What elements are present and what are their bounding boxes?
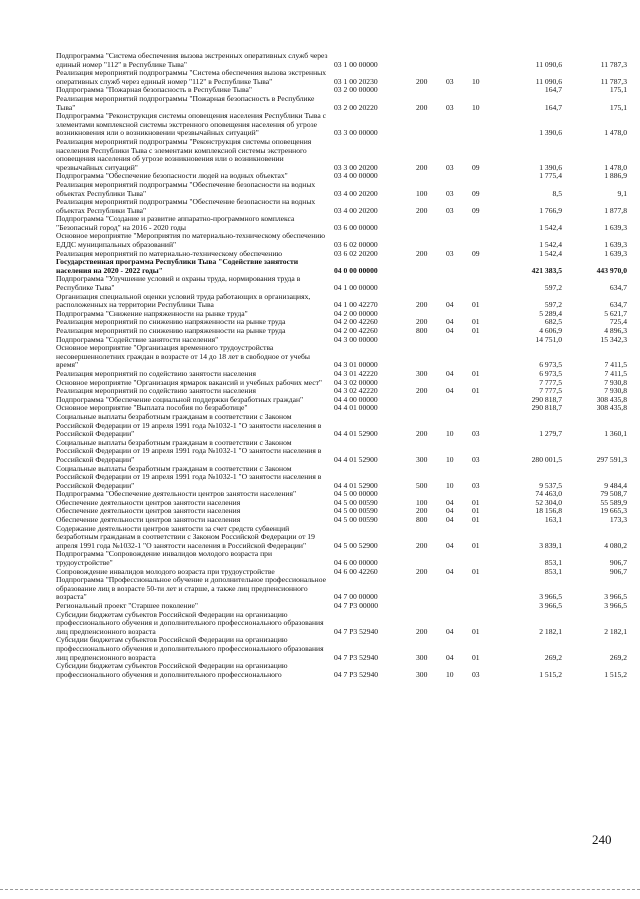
amount-2022-cell: 173,3: [609, 515, 627, 525]
row-name-cell: Социальные выплаты безработным гражданам в соответствии с Законом Российской Федерации от 19 апреля 1991 года №1032-1 "О занятости населения в Российской Федерации": [56, 437, 322, 464]
amount-2022-cell: 9,1: [617, 188, 627, 198]
target-article-cell: 04 3 00 00000: [334, 334, 378, 344]
section-cell: 04: [446, 506, 454, 516]
target-article-cell: 04 5 00 00590: [334, 506, 378, 516]
row-name-cell: Государственная программа Республики Тыва "Содействие занятости населения на 2020 - 2022 годы": [56, 257, 299, 275]
section-cell: 03: [446, 76, 454, 86]
amount-2022-cell: 5 621,7: [604, 308, 627, 318]
amount-2022-cell: 79 508,7: [600, 489, 627, 499]
table-row: [56, 662, 627, 679]
section-cell: 03: [446, 188, 454, 198]
amount-2021-cell: 164,7: [544, 102, 562, 112]
amount-2022-cell: 3 966,5: [604, 592, 627, 602]
amount-2022-cell: 1 877,8: [604, 205, 627, 215]
table-row: [56, 275, 627, 292]
target-article-cell: 03 4 00 00000: [334, 171, 378, 181]
amount-2021-cell: 269,2: [544, 652, 562, 662]
subsection-cell: 09: [472, 188, 480, 198]
target-article-cell: 03 2 00 00000: [334, 85, 378, 95]
row-name-cell: Организация специальной оценки условий труда работающих в организациях, расположенных на территории Республики Тыва: [56, 291, 311, 310]
subsection-cell: 09: [472, 162, 480, 172]
subsection-cell: 09: [472, 205, 480, 215]
expense-type-cell: 200: [416, 540, 428, 550]
amount-2021-cell: 11 090,6: [535, 76, 562, 86]
section-cell: 03: [446, 248, 454, 258]
amount-2021-cell: 1 542,4: [539, 240, 562, 250]
amount-2021-cell: 3 966,5: [539, 592, 562, 602]
amount-2021-cell: 597,2: [544, 283, 562, 293]
amount-2022-cell: 4 896,3: [604, 326, 627, 335]
table-row: [56, 344, 627, 370]
target-article-cell: 03 4 00 20200: [334, 188, 378, 198]
section-cell: [446, 404, 472, 413]
target-article-cell: 04 7 P3 52940: [334, 669, 379, 679]
amount-2022-cell: 7 411,5: [604, 360, 627, 370]
amount-2022-cell: 55 589,9: [600, 497, 627, 507]
subsection-cell: 01: [472, 497, 480, 507]
section-cell: 04: [446, 626, 454, 636]
target-article-cell: 03 4 00 20200: [334, 205, 378, 215]
section-cell: 04: [446, 652, 454, 662]
expense-type-cell: [416, 172, 446, 181]
expense-type-cell: [416, 602, 446, 611]
amount-2022-cell: 1 360,1: [604, 429, 627, 439]
table-row: [56, 138, 627, 172]
row-name-cell: Социальные выплаты безработным гражданам в соответствии с Законом Российской Федерации от 19 апреля 1991 года №1032-1 "О занятости населения в Российской Федерации": [56, 463, 322, 490]
amount-2022-cell: 634,7: [609, 283, 627, 293]
expense-type-cell: [416, 336, 446, 345]
row-name-cell: Реализация мероприятий по снижению напряженности на рынке труда: [56, 317, 286, 327]
row-name-cell: Подпрограмма "Снижение напряженности на рынке труда": [56, 308, 248, 318]
amount-2021-cell: 4 606,9: [539, 326, 562, 335]
amount-2022-cell: 1 639,3: [604, 248, 627, 258]
section-cell: 10: [446, 429, 454, 439]
subsection-cell: [472, 172, 502, 181]
table-row: [56, 198, 627, 215]
section-cell: [446, 232, 472, 249]
target-article-cell: 04 5 00 00590: [334, 515, 378, 525]
section-cell: [446, 336, 472, 345]
subsection-cell: [472, 232, 502, 249]
amount-2021-cell: 164,7: [544, 85, 562, 95]
section-cell: 04: [446, 368, 454, 378]
subsection-cell: [472, 258, 502, 275]
expense-type-cell: 200: [416, 386, 428, 396]
section-cell: [446, 275, 472, 292]
target-article-cell: 04 5 00 00590: [334, 497, 378, 507]
amount-2021-cell: 290 818,7: [531, 394, 562, 404]
table-row: [56, 181, 627, 198]
expense-type-cell: 200: [416, 317, 428, 327]
subsection-cell: 03: [472, 669, 480, 679]
target-article-cell: 04 1 00 00000: [334, 283, 378, 293]
amount-2022-cell: 269,2: [609, 652, 627, 662]
row-name-cell: Содержание деятельности центров занятости за счет средств субвенций безработным гражданам в соответствии с Законом Российской Федерации от 19 апреля 1991 года №1032-1 "О занятости населения в Российской Федерации": [56, 523, 315, 550]
amount-2021-cell: 280 001,5: [531, 454, 562, 464]
expense-type-cell: 300: [416, 652, 428, 662]
section-cell: [446, 112, 472, 138]
table-row: [56, 439, 627, 465]
expense-type-cell: 800: [416, 515, 428, 525]
section-cell: [446, 576, 472, 602]
row-name-cell: Подпрограмма "Сопровождение инвалидов молодого возраста при трудоустройстве": [56, 549, 273, 568]
target-article-cell: 03 3 00 20200: [334, 162, 378, 172]
target-article-cell: 04 2 00 42260: [334, 326, 378, 335]
amount-2022-cell: 634,7: [609, 300, 627, 310]
expense-type-cell: [416, 404, 446, 413]
amount-2021-cell: 8,5: [552, 188, 562, 198]
subsection-cell: 01: [472, 326, 480, 335]
amount-2022-cell: 7 411,5: [604, 368, 627, 378]
amount-2022-cell: 15 342,3: [600, 334, 627, 344]
budget-table-container: [56, 51, 627, 679]
amount-2021-cell: 9 537,5: [539, 480, 562, 490]
section-cell: 04: [446, 540, 454, 550]
amount-2021-cell: 1 775,4: [539, 171, 562, 181]
amount-2022-cell: 1 478,0: [604, 162, 627, 172]
target-article-cell: 04 4 01 52900: [334, 480, 378, 490]
row-name-cell: Сопровождение инвалидов молодого возраста при трудоустройстве: [56, 566, 275, 576]
target-article-cell: 04 6 00 00000: [334, 558, 378, 568]
amount-2022-cell: 11 787,3: [600, 59, 627, 69]
target-article-cell: 04 6 00 42260: [334, 566, 378, 576]
row-name-cell: Обеспечение деятельности центров занятости населения: [56, 515, 241, 525]
section-cell: 04: [446, 326, 454, 335]
amount-2021-cell: 1 390,6: [539, 128, 562, 138]
expense-type-cell: 100: [416, 188, 428, 198]
amount-2022-cell: 1 639,3: [604, 222, 627, 232]
expense-type-cell: 300: [416, 454, 428, 464]
row-name-cell: Подпрограмма "Пожарная безопасность в Республике Тыва": [56, 85, 252, 95]
amount-2022-cell: 7 930,8: [604, 377, 627, 387]
section-cell: 10: [446, 480, 454, 490]
amount-2022-cell: 2 182,1: [604, 626, 627, 636]
amount-2021-cell: 290 818,7: [531, 403, 562, 413]
section-cell: 03: [446, 162, 454, 172]
expense-type-cell: [416, 396, 446, 405]
amount-2021-cell: 14 751,0: [535, 334, 562, 344]
expense-type-cell: [416, 86, 446, 95]
row-name-cell: Реализация мероприятий подпрограммы "Обеспечение безопасности на водных объектах Республики Тыва": [56, 179, 316, 198]
row-name-cell: Субсидии бюджетам субъектов Российской Федерации на организацию профессионального обучения и дополнительного профессионального: [56, 661, 288, 679]
subsection-cell: [472, 52, 502, 69]
table-row: [56, 550, 627, 567]
subsection-cell: 01: [472, 368, 480, 378]
amount-2022-cell: 9 484,4: [604, 480, 627, 490]
amount-2022-cell: 19 665,3: [600, 506, 627, 516]
amount-2021-cell: 7 777,5: [539, 377, 562, 387]
row-name-cell: Региональный проект "Старшее поколение": [56, 601, 199, 610]
expense-type-cell: 200: [416, 566, 428, 576]
subsection-cell: 03: [472, 454, 480, 464]
amount-2022-cell: 1 639,3: [604, 240, 627, 250]
expense-type-cell: 200: [416, 162, 428, 172]
target-article-cell: 04 2 00 00000: [334, 308, 378, 318]
target-article-cell: 04 7 P3 52940: [334, 652, 379, 662]
amount-2022-cell: 3 966,5: [604, 601, 627, 610]
subsection-cell: [472, 344, 502, 370]
subsection-cell: [472, 112, 502, 138]
amount-2021-cell: 6 973,5: [539, 360, 562, 370]
row-name-cell: Основное мероприятие "Организация ярмарок вакансий и учебных рабочих мест": [56, 377, 323, 387]
section-cell: 04: [446, 515, 454, 525]
table-row: [56, 215, 627, 232]
amount-2021-cell: 6 973,5: [539, 368, 562, 378]
footer-divider: [0, 889, 640, 890]
target-article-cell: 04 2 00 42260: [334, 317, 378, 327]
target-article-cell: 04 4 01 52900: [334, 429, 378, 439]
target-article-cell: 04 5 00 00000: [334, 489, 378, 499]
row-name-cell: Подпрограмма "Система обеспечения вызова экстренных оперативных служб через единый номер "112" в Республике Тыва": [56, 51, 328, 69]
subsection-cell: [472, 86, 502, 95]
table-row: [56, 576, 627, 602]
row-name-cell: Реализация мероприятий по снижению напряженности на рынке труда: [56, 326, 286, 335]
target-article-cell: 04 3 01 00000: [334, 360, 378, 370]
table-row: [56, 636, 627, 662]
subsection-cell: 03: [472, 480, 480, 490]
table-row: [56, 258, 627, 275]
amount-2022-cell: 308 435,8: [596, 394, 627, 404]
target-article-cell: 04 1 00 42270: [334, 300, 378, 310]
expense-type-cell: 200: [416, 429, 428, 439]
row-name-cell: Реализация мероприятий по материально-техническому обеспечению: [56, 248, 283, 258]
target-article-cell: 04 7 P3 00000: [334, 601, 379, 610]
amount-2021-cell: 597,2: [544, 300, 562, 310]
row-name-cell: Субсидии бюджетам субъектов Российской Федерации на организацию профессионального обучения и дополнительного профессионального образования лиц предпенсионного возраста: [56, 635, 324, 662]
target-article-cell: 03 1 00 00000: [334, 59, 378, 69]
row-name-cell: Субсидии бюджетам субъектов Российской Федерации на организацию профессионального обучения и дополнительного профессионального образования лиц предпенсионного возраста: [56, 609, 324, 636]
expense-type-cell: 500: [416, 480, 428, 490]
amount-2021-cell: 1 542,4: [539, 222, 562, 232]
amount-2021-cell: 74 463,0: [535, 489, 562, 499]
expense-type-cell: [416, 112, 446, 138]
amount-2021-cell: 52 304,0: [535, 497, 562, 507]
expense-type-cell: 800: [416, 326, 428, 335]
amount-2021-cell: 3 839,1: [539, 540, 562, 550]
expense-type-cell: [416, 258, 446, 275]
section-cell: [446, 52, 472, 69]
amount-2021-cell: 18 156,8: [535, 506, 562, 516]
row-name-cell: Реализация мероприятий по содействию занятости населения: [56, 386, 257, 396]
subsection-cell: [472, 550, 502, 567]
target-article-cell: 04 4 01 00000: [334, 403, 378, 413]
amount-2022-cell: 1 478,0: [604, 128, 627, 138]
table-row: [56, 465, 627, 491]
row-name-cell: Подпрограмма "Обеспечение деятельности центров занятости населения": [56, 489, 297, 499]
section-cell: [446, 396, 472, 405]
row-name-cell: Реализация мероприятий по содействию занятости населения: [56, 368, 257, 378]
table-row: [56, 413, 627, 439]
expense-type-cell: 200: [416, 205, 428, 215]
expense-type-cell: 200: [416, 300, 428, 310]
row-name-cell: Обеспечение деятельности центров занятости населения: [56, 506, 241, 516]
expense-type-cell: 300: [416, 368, 428, 378]
row-name-cell: Реализация мероприятий подпрограммы "Обеспечение безопасности на водных объектах Республики Тыва": [56, 197, 316, 215]
amount-2022-cell: 175,1: [609, 85, 627, 95]
expense-type-cell: [416, 52, 446, 69]
row-name-cell: Подпрограмма "Профессиональное обучение и дополнительное профессиональное образование лиц в возрасте 50-ти лет и старше, а также лиц предпенсионного возраста": [56, 575, 326, 602]
budget-table-body: [56, 52, 627, 679]
table-row: [56, 232, 627, 249]
table-row: [56, 95, 627, 112]
amount-2021-cell: 1 515,2: [539, 669, 562, 679]
expense-type-cell: [416, 550, 446, 567]
amount-2021-cell: 1 542,4: [539, 248, 562, 258]
amount-2022-cell: 725,4: [609, 317, 627, 327]
row-name-cell: Подпрограмма "Реконструкция системы оповещения населения Республики Тыва с элементами комплексной системы экстренного оповещения населения об угрозе возникновения или о возникновении чрезвычайных ситуаций": [56, 111, 326, 138]
amount-2021-cell: 1 766,9: [539, 205, 562, 215]
target-article-cell: 04 7 P3 52940: [334, 626, 379, 636]
section-cell: 04: [446, 497, 454, 507]
section-cell: [446, 258, 472, 275]
expense-type-cell: [416, 215, 446, 232]
expense-type-cell: 200: [416, 506, 428, 516]
section-cell: [446, 602, 472, 611]
expense-type-cell: 200: [416, 248, 428, 258]
expense-type-cell: 300: [416, 669, 428, 679]
section-cell: 04: [446, 386, 454, 396]
row-name-cell: Подпрограмма "Содействие занятости населения": [56, 334, 219, 344]
budget-table: [56, 52, 627, 679]
subsection-cell: 01: [472, 317, 480, 327]
subsection-cell: 01: [472, 506, 480, 516]
amount-2022-cell: 11 787,3: [600, 76, 627, 86]
subsection-cell: 03: [472, 429, 480, 439]
subsection-cell: 01: [472, 386, 480, 396]
amount-2021-cell: 682,5: [544, 317, 562, 327]
row-name-cell: Основное мероприятие "Организация временного трудоустройства несовершеннолетних граждан в возрасте от 14 до 18 лет в свободное от учебы время": [56, 343, 310, 370]
subsection-cell: 01: [472, 566, 480, 576]
table-row: [56, 525, 627, 551]
target-article-cell: 03 6 00 00000: [334, 222, 378, 232]
section-cell: 03: [446, 102, 454, 112]
section-cell: 04: [446, 566, 454, 576]
amount-2022-cell: 308 435,8: [596, 403, 627, 413]
table-row: [56, 69, 627, 86]
target-article-cell: 04 3 02 42220: [334, 386, 378, 396]
subsection-cell: 10: [472, 76, 480, 86]
subsection-cell: 10: [472, 102, 480, 112]
amount-2022-cell: 906,7: [609, 558, 627, 568]
amount-2021-cell: 1 279,7: [539, 429, 562, 439]
section-cell: 04: [446, 317, 454, 327]
subsection-cell: [472, 336, 502, 345]
amount-2021-cell: 11 090,6: [535, 59, 562, 69]
section-cell: [446, 215, 472, 232]
row-name-cell: Подпрограмма "Обеспечение социальной поддержки безработных граждан": [56, 394, 304, 404]
target-article-cell: 04 0 00 00000: [334, 265, 378, 275]
amount-2021-cell: 163,1: [544, 515, 562, 525]
expense-type-cell: 200: [416, 102, 428, 112]
subsection-cell: 01: [472, 652, 480, 662]
target-article-cell: 03 6 02 20200: [334, 248, 378, 258]
section-cell: [446, 86, 472, 95]
section-cell: [446, 172, 472, 181]
expense-type-cell: 100: [416, 497, 428, 507]
expense-type-cell: 200: [416, 626, 428, 636]
subsection-cell: [472, 404, 502, 413]
row-name-cell: Подпрограмма "Обеспечение безопасности людей на водных объектах": [56, 171, 288, 181]
section-cell: 04: [446, 300, 454, 310]
amount-2022-cell: 175,1: [609, 102, 627, 112]
row-name-cell: Реализация мероприятий подпрограммы "Пожарная безопасность в Республике Тыва": [56, 93, 315, 112]
amount-2021-cell: 421 383,5: [531, 265, 562, 275]
row-name-cell: Социальные выплаты безработным гражданам в соответствии с Законом Российской Федерации от 19 апреля 1991 года №1032-1 "О занятости населения в Российской Федерации": [56, 411, 322, 439]
subsection-cell: [472, 275, 502, 292]
row-name-cell: Основное мероприятие "Мероприятия по материально-техническому обеспечению ЕДДС муниципальных образований": [56, 231, 326, 250]
row-name-cell: Реализация мероприятий подпрограммы "Система обеспечения вызова экстренных оперативных служб через единый номер "112" в Республике Тыва": [56, 68, 327, 86]
expense-type-cell: [416, 576, 446, 602]
amount-2022-cell: 4 080,2: [604, 540, 627, 550]
section-cell: [446, 550, 472, 567]
target-article-cell: 03 3 00 00000: [334, 128, 378, 138]
subsection-cell: [472, 215, 502, 232]
subsection-cell: 01: [472, 515, 480, 525]
subsection-cell: [472, 576, 502, 602]
table-row: [56, 112, 627, 138]
amount-2022-cell: 7 930,8: [604, 386, 627, 396]
row-name-cell: Основное мероприятие "Выплата пособия по безработице": [56, 403, 248, 413]
target-article-cell: 03 2 00 20220: [334, 102, 378, 112]
amount-2021-cell: 853,1: [544, 566, 562, 576]
subsection-cell: [472, 602, 502, 611]
target-article-cell: 04 4 00 00000: [334, 394, 378, 404]
target-article-cell: 04 7 00 00000: [334, 592, 378, 602]
subsection-cell: 01: [472, 300, 480, 310]
target-article-cell: 03 1 00 20230: [334, 76, 378, 86]
target-article-cell: 04 5 00 52900: [334, 540, 378, 550]
amount-2021-cell: 7 777,5: [539, 386, 562, 396]
expense-type-cell: [416, 275, 446, 292]
amount-2021-cell: 1 390,6: [539, 162, 562, 172]
amount-2021-cell: 853,1: [544, 558, 562, 568]
amount-2021-cell: 5 289,4: [539, 308, 562, 318]
amount-2022-cell: 1 886,9: [604, 171, 627, 181]
subsection-cell: 01: [472, 540, 480, 550]
amount-2022-cell: 297 591,3: [596, 454, 627, 464]
expense-type-cell: [416, 344, 446, 370]
target-article-cell: 04 3 01 42220: [334, 368, 378, 378]
row-name-cell: Подпрограмма "Создание и развитие аппаратно-программного комплекса "Безопасный город" на 2016 - 2020 годы: [56, 214, 295, 232]
section-cell: 03: [446, 205, 454, 215]
amount-2021-cell: 3 966,5: [539, 601, 562, 610]
subsection-cell: [472, 396, 502, 405]
subsection-cell: 01: [472, 626, 480, 636]
amount-2021-cell: 2 182,1: [539, 626, 562, 636]
table-row: [56, 52, 627, 69]
table-row: [56, 293, 627, 310]
section-cell: 10: [446, 454, 454, 464]
table-row: [56, 611, 627, 637]
target-article-cell: 04 3 02 00000: [334, 377, 378, 387]
target-article-cell: 04 4 01 52900: [334, 454, 378, 464]
section-cell: [446, 344, 472, 370]
expense-type-cell: [416, 232, 446, 249]
amount-2022-cell: 1 515,2: [604, 669, 627, 679]
amount-2022-cell: 443 970,0: [596, 265, 627, 275]
page-number: 240: [592, 832, 612, 847]
target-article-cell: 03 6 02 00000: [334, 240, 378, 250]
row-name-cell: Реализация мероприятий подпрограммы "Реконструкция системы оповещения населения Республики Тыва с элементами комплексной системы экстренного оповещения населения об угрозе возникновения или о возникновении чрезвычайных ситуаций": [56, 136, 312, 172]
amount-2022-cell: 906,7: [609, 566, 627, 576]
expense-type-cell: 200: [416, 76, 428, 86]
row-name-cell: Обеспечение деятельности центров занятости населения: [56, 497, 241, 507]
row-name-cell: Подпрограмма "Улучшение условий и охраны труда, нормирования труда в Республике Тыва": [56, 274, 301, 293]
section-cell: 10: [446, 669, 454, 679]
subsection-cell: 09: [472, 248, 480, 258]
